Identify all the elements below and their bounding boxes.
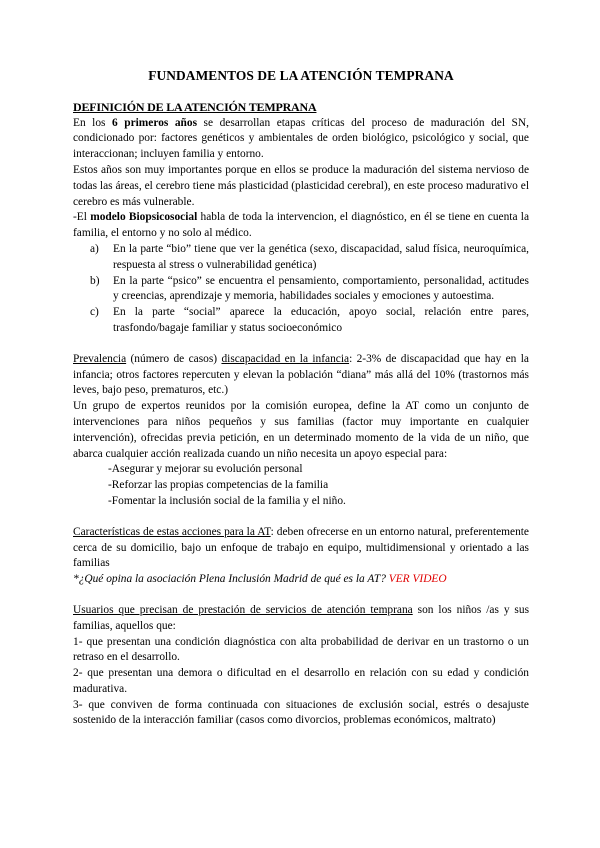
paragraph-prevalence [73, 352, 529, 399]
underlined-text: Características de estas acciones para la AT [73, 525, 271, 538]
alpha-list [73, 242, 529, 337]
paragraph: Un grupo de expertos reunidos por la comisión europea, define la AT como un conjunto de intervenciones para niños pequeños y sus familias (factor muy importante en cualquier intervención), ofrecidas previa petición, en un determinado momento de la vida de un niño, que abarca cualquier acción realizada cuando un niño necesita un apoyo especial para: [73, 400, 529, 460]
document-title: FUNDAMENTOS DE LA ATENCIÓN TEMPRANA [148, 68, 454, 83]
paragraph-characteristics [73, 525, 529, 572]
list-marker: b) [90, 274, 100, 287]
list-item-text: En la parte “bio” tiene que ver la genética (sexo, discapacidad, salud física, neuroquímica, respuesta al stress o vulnerabilidad genética) [113, 242, 529, 271]
dash-item: -Reforzar las propias competencias de la familia [108, 479, 329, 492]
text-run: son los niños /as y sus familias, aquellos que: [73, 603, 529, 632]
paragraph [73, 116, 529, 163]
italic-text: *¿Qué opina la asociación Plena Inclusión Madrid de qué es la AT? [73, 573, 389, 586]
list-item-text: En la parte “social” aparece la educación, apoyo social, relación entre pares, trasfondo/bagaje familiar y status socioeconómico [113, 306, 529, 334]
bold-text: 6 primeros años [112, 116, 198, 129]
paragraph-question [73, 572, 529, 588]
numbered-item: 3- que conviven de forma continuada con situaciones de exclusión social, estrés o desajuste sostenido de la interacción familiar (casos como divorcios, problemas económicos, maltrato) [73, 698, 529, 727]
paragraph: Estos años son muy importantes porque en ellos se produce la maduración del sistema nervioso de todas las áreas, el cerebro tiene más plasticidad (plasticidad cerebral), en este proceso madurativo el cerebro es más vulnerable. [73, 163, 529, 208]
text-run: (número de casos) [126, 352, 222, 365]
text-run: -El [73, 211, 91, 224]
numbered-item: 1- que presentan una condición diagnóstica con alta probabilidad de derivar en un trastorno o un retraso en el desarrollo. [73, 635, 529, 664]
text-run: : 2-3% de discapacidad que hay en la infancia; otros factores repercuten y elevan la población “diana” más allá del 10% (trastornos más leves, bajo peso, prematuros, etc.) [73, 352, 529, 397]
underlined-text: Usuarios que precisan de prestación de servicios de atención temprana [73, 603, 413, 616]
underlined-text: discapacidad en la infancia [221, 352, 350, 365]
section-heading-definition: DEFINICIÓN DE LA ATENCIÓN TEMPRANA [73, 99, 317, 114]
paragraph [73, 210, 529, 242]
underlined-text: Prevalencia [73, 352, 127, 365]
text-run: En los [73, 116, 113, 129]
list-marker: c) [90, 306, 99, 319]
list-marker: a) [90, 242, 99, 255]
text-run: se desarrollan etapas críticas del proceso de maduración del SN, condicionado por: factores genéticos y ambientales de orden biológico, psicológico y social, que interaccionan; incluyen familia y entorno. [73, 116, 529, 161]
numbered-item: 2- que presentan una demora o dificultad en el desarrollo en relación con su edad y condición madurativa. [73, 667, 529, 695]
dash-item: -Fomentar la inclusión social de la familia y el niño. [108, 494, 346, 507]
paragraph-users [73, 603, 529, 635]
video-link[interactable]: VER VIDEO [388, 573, 447, 586]
text-run: : deben ofrecerse en un entorno natural, preferentemente cerca de su domicilio, bajo un enfoque de trabajo en equipo, multidimensional y orientado a las familias [73, 525, 529, 570]
dash-list [73, 462, 529, 509]
list-item [73, 242, 529, 274]
dash-item: -Asegurar y mejorar su evolución personal [108, 463, 303, 476]
list-item [73, 274, 529, 306]
document-page [73, 68, 529, 729]
list-item-text: En la parte “psico” se encuentra el pensamiento, comportamiento, personalidad, actitudes y creencias, aprendizaje y memoria, habilidades sociales y emociones y autoestima. [113, 274, 529, 303]
bold-text: modelo Biopsicosocial [90, 211, 198, 224]
list-item [73, 305, 529, 337]
text-run: habla de toda la intervencion, el diagnóstico, en él se tiene en cuenta la familia, el entorno y no solo al médico. [73, 211, 529, 240]
